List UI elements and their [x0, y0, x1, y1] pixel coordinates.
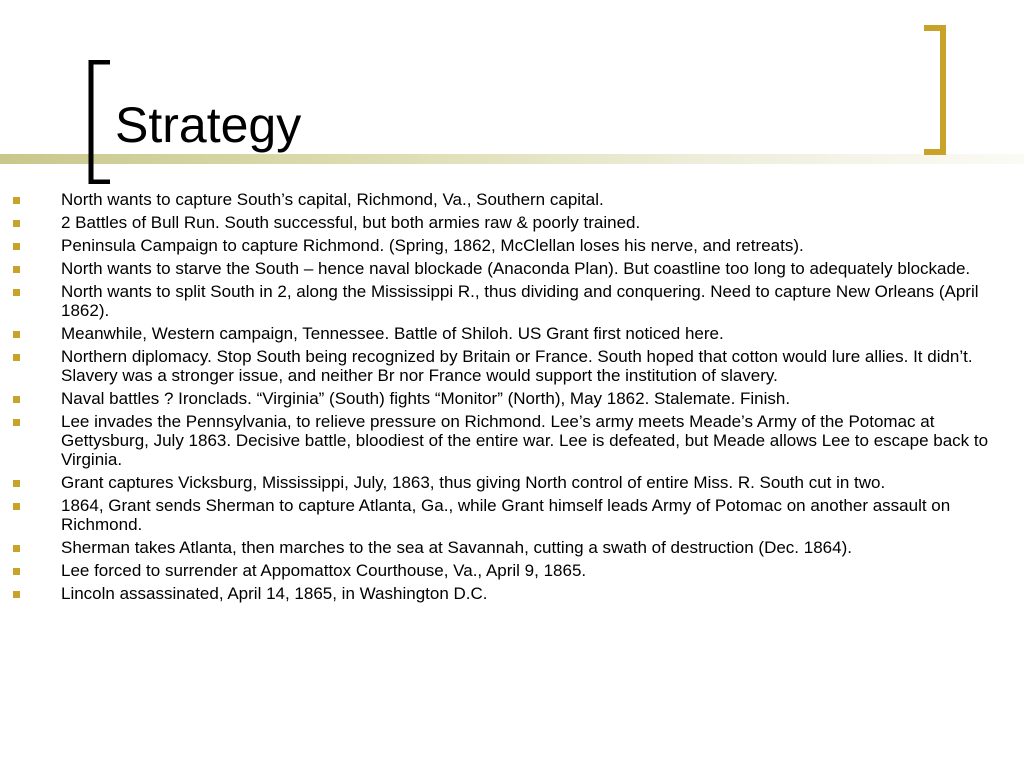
- bullet-item: [0, 389, 1024, 408]
- bullet-item: [0, 213, 1024, 232]
- bullet-item: [0, 473, 1024, 492]
- square-bullet-icon: [13, 354, 20, 361]
- square-bullet-icon: [13, 419, 20, 426]
- bullet-text: Northern diplomacy. Stop South being recognized by Britain or France. South hoped that cotton would lure allies. It didn’t. Slavery was a stronger issue, and neither Br nor France would support the institution of slavery.: [61, 347, 973, 385]
- square-bullet-icon: [13, 331, 20, 338]
- square-bullet-icon: [13, 568, 20, 575]
- bullet-text: North wants to split South in 2, along the Mississippi R., thus dividing and conquering. Need to capture New Orleans (April 1862).: [61, 282, 979, 320]
- square-bullet-icon: [13, 243, 20, 250]
- bullet-item: [0, 412, 1024, 469]
- title-accent-band: [0, 154, 1024, 164]
- bullet-item: [0, 496, 1024, 534]
- bullet-text: Meanwhile, Western campaign, Tennessee. Battle of Shiloh. US Grant first noticed here.: [61, 324, 724, 343]
- square-bullet-icon: [13, 545, 20, 552]
- square-bullet-icon: [13, 503, 20, 510]
- bullet-text: Lincoln assassinated, April 14, 1865, in Washington D.C.: [61, 584, 488, 603]
- bullet-text: Lee invades the Pennsylvania, to relieve pressure on Richmond. Lee’s army meets Meade’s Army of the Potomac at Gettysburg, July 1863. Decisive battle, bloodiest of the entire war. Lee is defeated, but Meade allows Lee to escape back to Virginia.: [61, 412, 989, 469]
- right-bracket-decoration: [924, 25, 946, 155]
- square-bullet-icon: [13, 396, 20, 403]
- bullet-item: [0, 190, 1024, 209]
- square-bullet-icon: [13, 289, 20, 296]
- left-bracket-decoration: [88, 60, 110, 184]
- bullet-text: 1864, Grant sends Sherman to capture Atlanta, Ga., while Grant himself leads Army of Potomac on another assault on Richmond.: [61, 496, 951, 534]
- bullet-item: [0, 561, 1024, 580]
- square-bullet-icon: [13, 480, 20, 487]
- bullet-list: [0, 190, 1024, 607]
- bullet-item: [0, 347, 1024, 385]
- bullet-item: [0, 584, 1024, 603]
- bullet-item: [0, 282, 1024, 320]
- bullet-text: Grant captures Vicksburg, Mississippi, July, 1863, thus giving North control of entire Miss. R. South cut in two.: [61, 473, 886, 492]
- bullet-item: [0, 236, 1024, 255]
- bullet-text: Naval battles ? Ironclads. “Virginia” (South) fights “Monitor” (North), May 1862. Stalemate. Finish.: [61, 389, 791, 408]
- bullet-item: [0, 259, 1024, 278]
- bullet-item: [0, 324, 1024, 343]
- bullet-text: 2 Battles of Bull Run. South successful, but both armies raw & poorly trained.: [61, 213, 641, 232]
- bullet-text: Sherman takes Atlanta, then marches to the sea at Savannah, cutting a swath of destruction (Dec. 1864).: [61, 538, 852, 557]
- slide-title: Strategy: [115, 97, 302, 153]
- square-bullet-icon: [13, 266, 20, 273]
- bullet-text: North wants to starve the South – hence naval blockade (Anaconda Plan). But coastline too long to adequately blockade.: [61, 259, 971, 278]
- bullet-text: Peninsula Campaign to capture Richmond. (Spring, 1862, McClellan loses his nerve, and retreats).: [61, 236, 804, 255]
- square-bullet-icon: [13, 197, 20, 204]
- bullet-item: [0, 538, 1024, 557]
- bullet-text: Lee forced to surrender at Appomattox Courthouse, Va., April 9, 1865.: [61, 561, 587, 580]
- square-bullet-icon: [13, 220, 20, 227]
- bullet-text: North wants to capture South’s capital, Richmond, Va., Southern capital.: [61, 190, 604, 209]
- square-bullet-icon: [13, 591, 20, 598]
